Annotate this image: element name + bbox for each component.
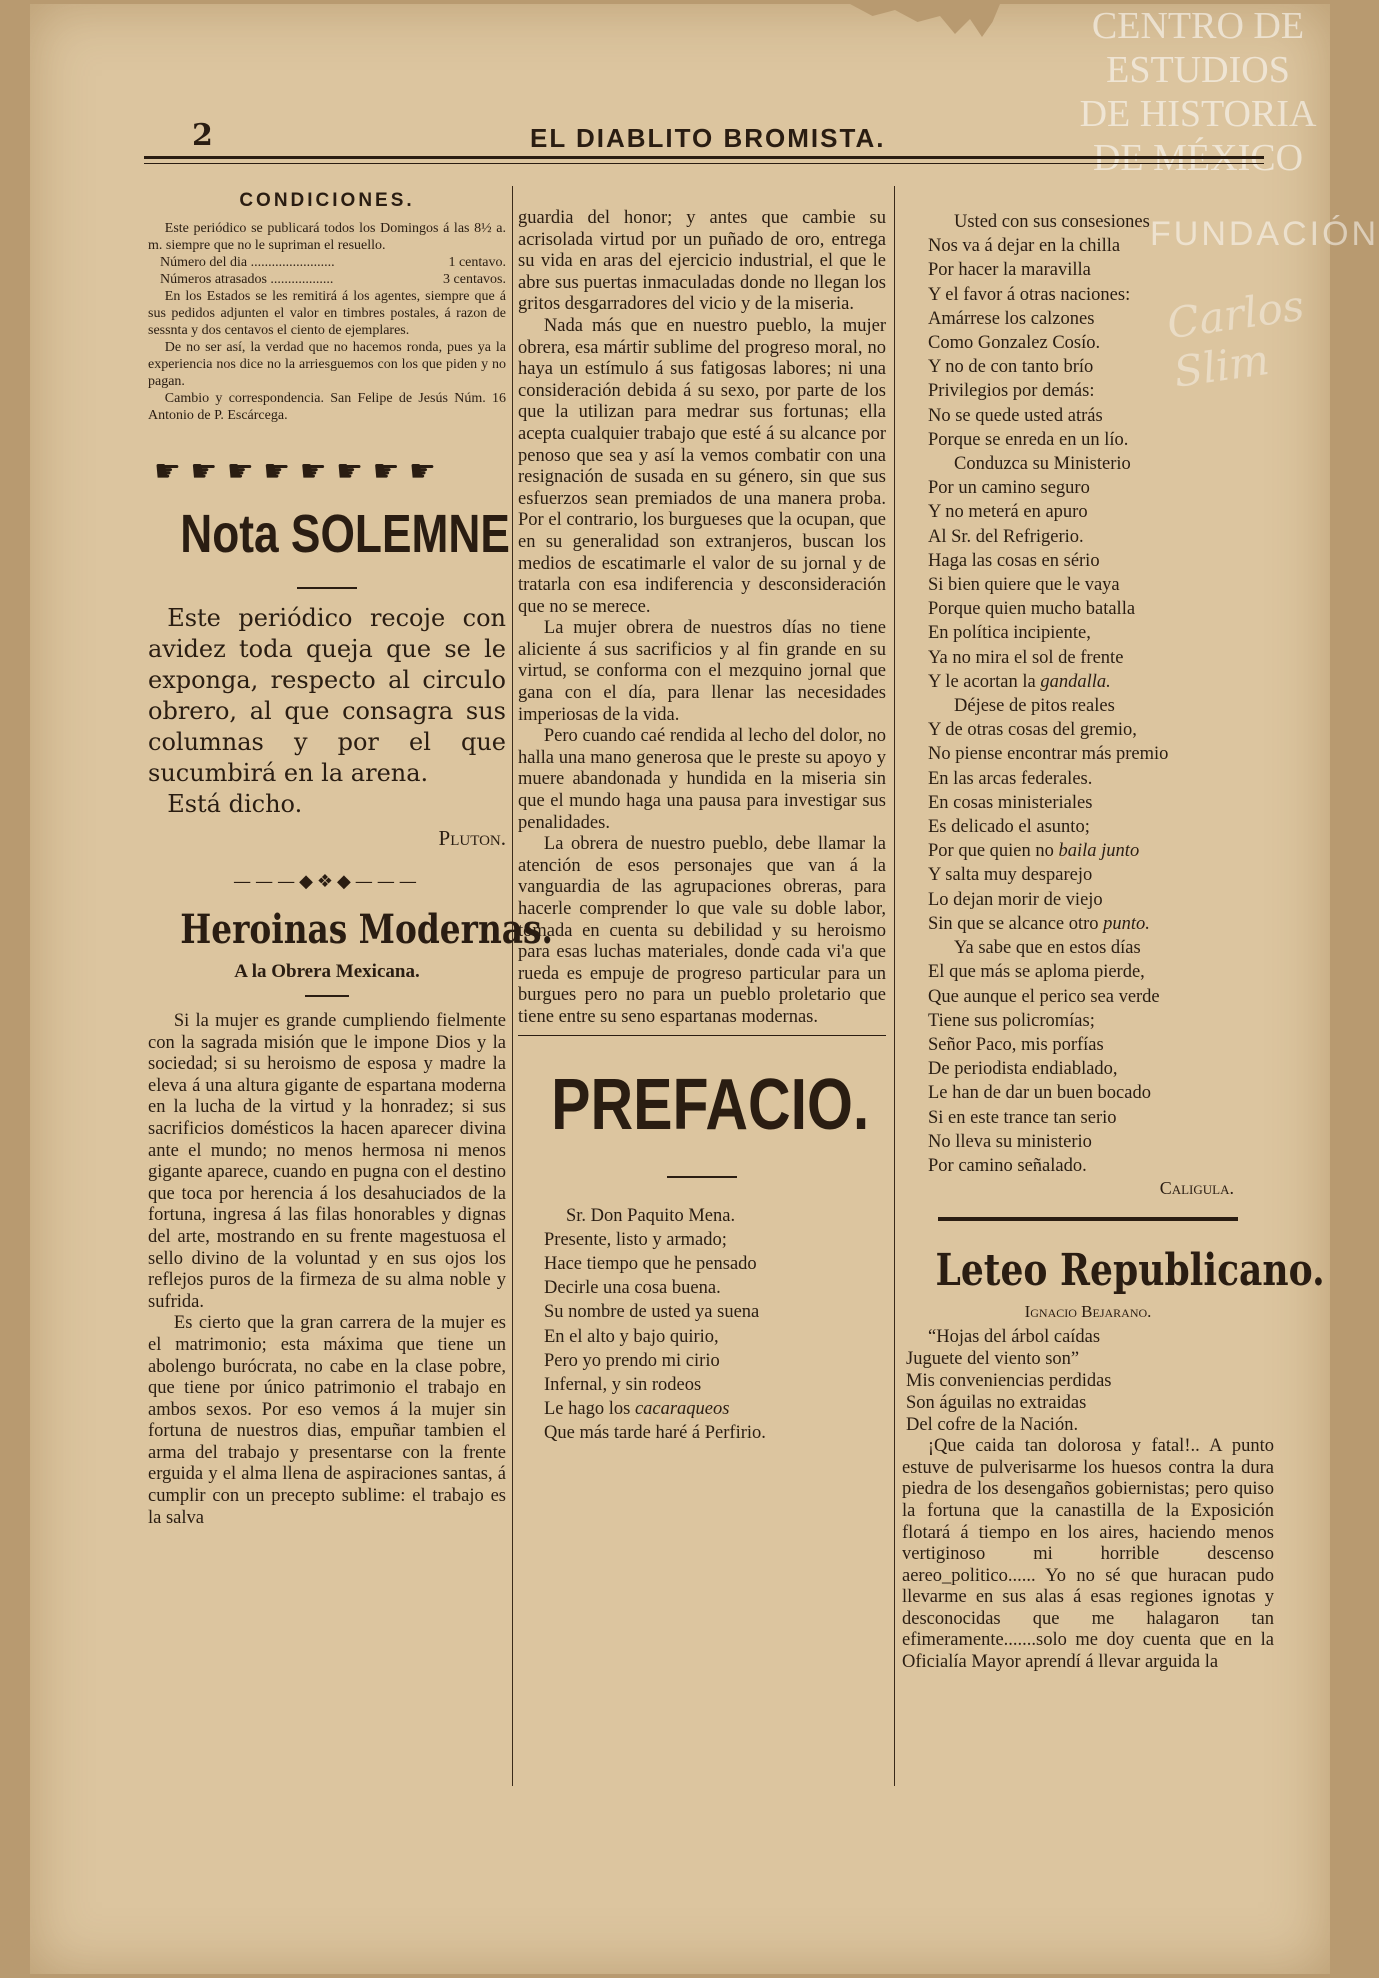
quote-line: Juguete del viento son” bbox=[906, 1349, 1080, 1370]
verse-line: Y salta muy desparejo bbox=[928, 865, 1093, 886]
verse-line: Pero yo prendo mi cirio bbox=[544, 1350, 720, 1371]
condiciones-nota: De no ser así, la verdad que no hacemos ronda, pues ya la experiencia nos dice no la arriesguemos con los que piden y no pagan. bbox=[148, 340, 506, 389]
prefacio-title: PREFACIO. bbox=[551, 1064, 870, 1145]
quote-line: Mis conveniencias perdidas bbox=[906, 1371, 1112, 1392]
verse-line: Conduzca su Ministerio bbox=[954, 454, 1131, 475]
paragraph: ¡Que caida tan dolorosa y fatal!.. A punto estuve de pulverisarme los huesos contra la dura piedra de los desengaños gobiernistas; pero quiso la fortuna que la canastilla de la Exposición flotará á tiempo en los aires, haciendo menos vertiginoso mi horrible descenso aereo_politico...... Yo no sé que huracan pudo llevarme en sus alas á esas regiones ignotas y desconocidas que me halagaron tan efimeramente.......solo me doy cuenta que en la Oficialía Mayor aprendí á llevar arguida la bbox=[902, 1436, 1274, 1673]
verse-line: En el alto y bajo quirio, bbox=[544, 1326, 719, 1347]
verse-line: Tiene sus policromías; bbox=[928, 1010, 1095, 1031]
verse-line: Ya sabe que en estos días bbox=[954, 938, 1141, 959]
section-rule bbox=[518, 1035, 886, 1036]
verse-line: Privilegios por demás: bbox=[928, 381, 1095, 402]
nota-solemne-title: Nota SOLEMNE bbox=[180, 504, 510, 564]
page-number: 2 bbox=[192, 118, 213, 153]
verse-line: En cosas ministeriales bbox=[928, 792, 1093, 813]
heroinas-body-col1 bbox=[148, 1011, 506, 1529]
watermark-line: CENTRO DE bbox=[1091, 5, 1305, 47]
paragraph: guardia del honor; y antes que cambie su acrisolada virtud por un puñado de oro, entrega su vida en aras del ejercicio industrial, el que le abre sus puertas inmaculadas donde no llegan los gritos desgarradores del vicio y de la miseria. bbox=[518, 208, 886, 315]
watermark bbox=[1068, 4, 1328, 180]
verse-line: Y el favor á otras naciones: bbox=[928, 284, 1131, 305]
verse-line: Como Gonzalez Cosío. bbox=[928, 333, 1101, 354]
verse-line: Y no meterá en apuro bbox=[928, 502, 1088, 523]
nota-solemne-closing: Está dicho. bbox=[167, 790, 303, 818]
paragraph: Nada más que en nuestro pueblo, la mujer obrera, esa mártir sublime del progreso moral, no haya un estímulo á sus fatigosas labores; ni una consideración debida á su sexo, por parte de los que la utilizan para medrar sus fortunas; ella acepta cualquier trabajo que esté á su alcance por penoso que sea y así la vemos combatir con una resignación de susada en su género, sin que sus esfuerzos sean premiados de una manera proba. Por el contrario, los burgueses que la ocupan, que en su generalidad son extranjeros, buscan los medios de escatimarle el valor de su jornal y de tratarla con esa indiferencia y desconsideración que no se merece. bbox=[518, 315, 886, 617]
verse-line: Por hacer la maravilla bbox=[928, 260, 1091, 281]
divider bbox=[305, 995, 349, 997]
divider bbox=[297, 587, 357, 589]
verse-line: De periodista endiablado, bbox=[928, 1059, 1118, 1080]
quote-line: Son águilas no extraidas bbox=[906, 1393, 1087, 1414]
rate-value: 3 centavos. bbox=[443, 272, 506, 287]
flourish-ornament: ———◆❖◆——— bbox=[233, 871, 421, 892]
divider bbox=[667, 1176, 737, 1178]
quote-line: “Hojas del árbol caídas bbox=[928, 1327, 1101, 1348]
verse-line: Sr. Don Paquito Mena. bbox=[566, 1205, 736, 1226]
verse-italic: gandalla. bbox=[1040, 671, 1111, 692]
verse-line: Señor Paco, mis porfías bbox=[928, 1034, 1104, 1055]
column-3 bbox=[902, 210, 1325, 1674]
verse-line: Le han de dar un buen bocado bbox=[928, 1083, 1151, 1104]
paragraph: Si la mujer es grande cumpliendo fielmente con la sagrada misión que le impone Dios y la sociedad; si su heroismo de esposa y madre la eleva á una altura gigante de espartana moderna en la lucha de la virtud y la honradez; si sus sacrificios domésticos la hacen aparecer divina ante el mundo; no menos hermosa ni menos gigante aparece, cuando en pugna con el destino que toca por herencia á los desahuciados de la fortuna, ingresa á las filas honorables y dignas del arte, mostrando en su frente magestuosa el sello divino de la voluntad y en sus ojos los reflejos puros de la firmeza de su alma noble y sufrida. bbox=[148, 1011, 506, 1312]
verse-line: Presente, listo y armado; bbox=[544, 1229, 727, 1250]
verse-line bbox=[902, 912, 1274, 936]
verse-line: Decirle una cosa buena. bbox=[544, 1278, 721, 1299]
header-rule bbox=[144, 156, 1264, 159]
verse-line: Hace tiempo que he pensado bbox=[544, 1253, 757, 1274]
column-2 bbox=[518, 208, 886, 1446]
verse-line: Que más tarde haré á Perfirio. bbox=[544, 1423, 766, 1444]
verse-line: No piense encontrar más premio bbox=[928, 744, 1169, 765]
column-divider bbox=[512, 186, 513, 1786]
verse-line: Su nombre de usted ya suena bbox=[544, 1302, 760, 1323]
verse-text: Le hago los bbox=[544, 1399, 635, 1420]
prefacio-verse bbox=[518, 1204, 886, 1446]
verse-line: No se quede usted atrás bbox=[928, 405, 1103, 426]
section-rule bbox=[938, 1217, 1238, 1221]
condiciones-text bbox=[148, 220, 506, 254]
verse-text: Sin que se alcance otro bbox=[928, 913, 1104, 934]
rate-row bbox=[148, 271, 506, 288]
verse-line: Que aunque el perico sea verde bbox=[928, 986, 1160, 1007]
verse-line: Si en este trance tan serio bbox=[928, 1107, 1117, 1128]
rate-value: 1 centavo. bbox=[448, 255, 506, 270]
verse-line bbox=[902, 670, 1274, 694]
paragraph: Pero cuando caé rendida al lecho del dolor, no halla una mano generosa que le preste su apoyo y muere abandonada y hundida en la miseria sin que el mundo haga una pausa para investigar sus penalidades. bbox=[518, 726, 886, 833]
watermark-line: ESTUDIOS bbox=[1106, 49, 1290, 91]
rates-list bbox=[148, 254, 506, 288]
verse-line bbox=[902, 839, 1274, 863]
verse-italic: baila junto bbox=[1058, 841, 1140, 862]
signature-pluton: Pluton. bbox=[438, 826, 506, 850]
rate-label: Número del dia ........................ bbox=[160, 255, 335, 270]
verse-line: En política incipiente, bbox=[928, 623, 1091, 644]
verse-italic: punto. bbox=[1103, 913, 1150, 934]
verse-line: Por un camino seguro bbox=[928, 478, 1090, 499]
verse-line: Y no de con tanto brío bbox=[928, 357, 1094, 378]
column-divider bbox=[894, 186, 895, 1786]
leteo-title: Leteo Republicano. bbox=[935, 1245, 1325, 1297]
verse-line: En las arcas federales. bbox=[928, 768, 1093, 789]
verse-line: Ya no mira el sol de frente bbox=[928, 647, 1124, 668]
heroinas-body-col2 bbox=[518, 208, 886, 1029]
condiciones-cambio: Cambio y correspondencia. San Felipe de Jesús Núm. 16 Antonio de P. Escárcega. bbox=[148, 391, 506, 423]
nota-solemne-paragraph: Este periódico recoje con avidez toda queja que se le exponga, respecto al circulo obrero, al que consagra sus columnas y por el que sucumbirá en la arena. bbox=[148, 604, 506, 787]
rate-row bbox=[148, 254, 506, 271]
heroinas-subtitle: A la Obrera Mexicana. bbox=[234, 961, 420, 982]
paragraph: La mujer obrera de nuestros días no tiene aliciente á sus sacrificios y al fin grande en su virtud, se conforma con el mezquino jornal que gana con el día, para llenar las necesidades imperiosas de la vida. bbox=[518, 618, 886, 725]
verse-line: Y de otras cosas del gremio, bbox=[928, 720, 1137, 741]
verse-line: Usted con sus consesiones bbox=[954, 212, 1150, 232]
verse-line: El que más se aploma pierde, bbox=[928, 962, 1145, 983]
verse-line: Amárrese los calzones bbox=[928, 308, 1095, 329]
verse-line: Déjese de pitos reales bbox=[954, 696, 1115, 717]
verse-line: Infernal, y sin rodeos bbox=[544, 1374, 702, 1395]
column-1 bbox=[148, 190, 553, 1529]
verse-line: Nos va á dejar en la chilla bbox=[928, 236, 1121, 257]
watermark-signature: Carlos Slim bbox=[1163, 280, 1307, 397]
heroinas-title: Heroinas Modernas. bbox=[180, 906, 553, 953]
condiciones-estados: En los Estados se les remitirá á los agentes, siempre que á sus pedidos adjunten el valor en timbres postales, á razon de sessnta y dos centavos el ciento de ejemplares. bbox=[148, 289, 506, 338]
verse-line: Al Sr. del Refrigerio. bbox=[928, 526, 1084, 547]
verse-line: Haga las cosas en sério bbox=[928, 550, 1100, 571]
paragraph: Es cierto que la gran carrera de la mujer es el matrimonio; esta máxima que tiene un abolengo burócrata, no cabe en la clase pobre, que tiene por único patrimonio el trabajo en ambos sexos. Por eso vemos á la mujer sin fortuna de nuestros dias, empuñar tambien el arma del trabajo y presentarse con la frente erguida y el alma llena de aspiraciones santas, á cumplir con un precepto sublime: el trabajo es la salva bbox=[148, 1313, 506, 1528]
verse-line: Porque se enreda en un lío. bbox=[928, 429, 1129, 450]
prefacio-verse-continued bbox=[902, 210, 1274, 1178]
watermark-line: DE MÉXICO bbox=[1092, 137, 1304, 179]
masthead-title: EL DIABLITO BROMISTA. bbox=[530, 123, 886, 153]
verse-text: Por que quien no bbox=[928, 841, 1059, 862]
nota-solemne-text bbox=[148, 603, 506, 820]
quote-line: Del cofre de la Nación. bbox=[906, 1415, 1079, 1436]
verse-line: Por camino señalado. bbox=[928, 1155, 1087, 1176]
verse-line bbox=[544, 1397, 886, 1421]
leteo-quote bbox=[902, 1326, 1274, 1436]
torn-edge bbox=[850, 4, 1000, 64]
verse-line: Es delicado el asunto; bbox=[928, 817, 1090, 838]
verse-line: Lo dejan morir de viejo bbox=[928, 889, 1103, 910]
paragraph: La obrera de nuestro pueblo, debe llamar la atención de esos personajes que van á la vanguardia de las agrupaciones obreras, para hacerle comprender lo que vale su doble labor, tomada en cuenta su debilidad y su heroismo para esas luchas materiales, donde cada vi'a que rueda es empuje de progreso particular para un burgues pero no para un pueblo proletario que tiene entre su seno espartanas modernas. bbox=[518, 834, 886, 1027]
watermark-line: DE HISTORIA bbox=[1079, 93, 1317, 135]
verse-text: Y le acortan la bbox=[928, 671, 1041, 692]
verse-line: No lleva su ministerio bbox=[928, 1131, 1092, 1152]
header-rule-thin bbox=[144, 163, 1264, 164]
pointing-hands-icon: ☛ ☛ ☛ ☛ ☛ ☛ ☛ ☛ bbox=[154, 454, 436, 489]
rate-label: Números atrasados .................. bbox=[160, 272, 334, 287]
condiciones-intro: Este periódico se publicará todos los Domingos á las 8½ a. m. siempre que no le supriman el resuello. bbox=[148, 221, 506, 253]
verse-line: Si bien quiere que le vaya bbox=[928, 575, 1120, 596]
verse-italic: cacaraqueos bbox=[634, 1399, 730, 1420]
watermark-fundacion: FUNDACIÓN bbox=[1150, 215, 1379, 253]
leteo-author: Ignacio Bejarano. bbox=[1024, 1302, 1152, 1322]
signature-caligula: Caligula. bbox=[1159, 1178, 1234, 1199]
verse-line: Porque quien mucho batalla bbox=[928, 599, 1136, 620]
leteo-body bbox=[902, 1436, 1274, 1674]
condiciones-title: CONDICIONES. bbox=[239, 190, 415, 211]
